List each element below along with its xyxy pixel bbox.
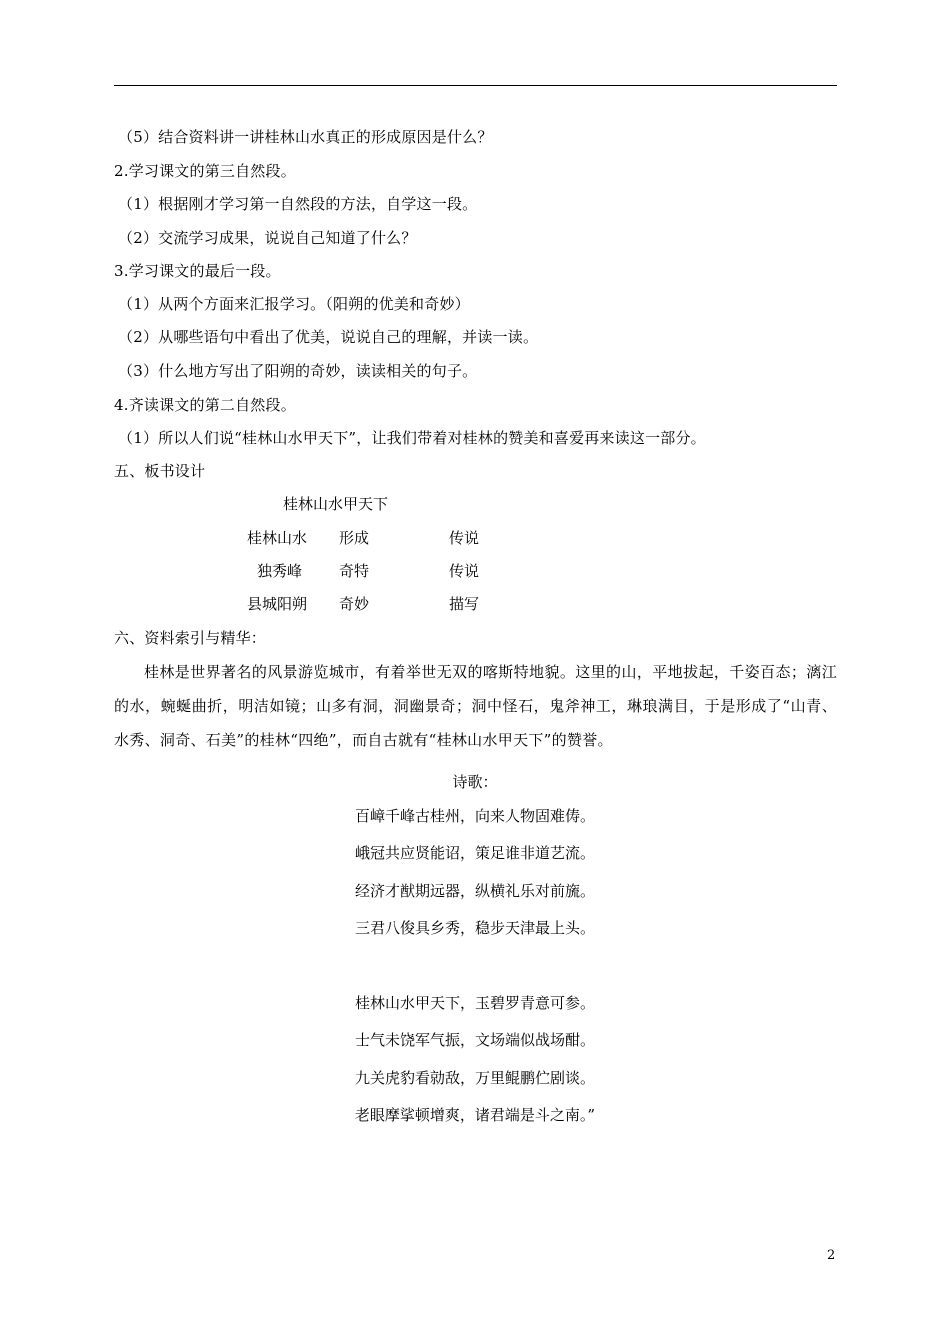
step-3-item-3: （3）什么地方写出了阳朔的奇妙，读读相关的句子。 xyxy=(118,362,478,380)
board-cell: 奇妙 xyxy=(339,595,370,613)
step-2-item-1: （1）根据刚才学习第一自然段的方法，自学这一段。 xyxy=(118,195,478,213)
poem-line: 士气未饶军气振，文场端似战场酣。 xyxy=(354,1031,595,1049)
board-cell: 奇特 xyxy=(339,562,370,580)
section-6-heading: 六、资料索引与精华： xyxy=(114,629,267,647)
poem-line: 峨冠共应贤能诏，策足谁非道艺流。 xyxy=(354,844,595,862)
question-5-line: （5）结合资料讲一讲桂林山水真正的形成原因是什么？ xyxy=(118,128,493,146)
step-2-heading: 2.学习课文的第三自然段。 xyxy=(114,162,296,180)
poem-line: 桂林山水甲天下，玉碧罗青意可参。 xyxy=(354,994,595,1012)
step-4-heading: 4.齐读课文的第二自然段。 xyxy=(114,396,296,414)
board-cell: 传说 xyxy=(449,562,480,580)
step-3-item-2: （2）从哪些语句中看出了优美，说说自己的理解，并读一读。 xyxy=(118,328,539,346)
board-cell: 独秀峰 xyxy=(257,562,303,580)
poem-line: 百嶂千峰古桂州，向来人物固难俦。 xyxy=(354,807,595,825)
step-3-item-1: （1）从两个方面来汇报学习。（阳朔的优美和奇妙） xyxy=(118,295,470,313)
page-number: 2 xyxy=(827,1248,836,1263)
header-rule xyxy=(114,85,837,86)
step-2-item-2: （2）交流学习成果，说说自己知道了什么？ xyxy=(118,229,417,247)
board-cell: 形成 xyxy=(339,529,370,547)
board-cell: 传说 xyxy=(449,529,480,547)
board-cell: 桂林山水 xyxy=(247,529,308,547)
poem-line: 九关虎豹看勍敌，万里鲲鹏伫剧谈。 xyxy=(354,1069,595,1087)
resource-paragraph: 桂林是世界著名的风景游览城市，有着举世无双的喀斯特地貌。这里的山，平地拔起，千姿百态；漓江的水，蜿蜒曲折，明洁如镜；山多有洞，洞幽景奇；洞中怪石，鬼斧神工，琳琅满目，于是形成了“山青、水秀、洞奇、石美”的桂林“四绝”，而自古就有“桂林山水甲天下”的赞誉。 xyxy=(114,663,837,749)
board-cell: 描写 xyxy=(449,595,480,613)
poem-line: 经济才猷期远器，纵横礼乐对前旒。 xyxy=(354,882,595,900)
section-5-heading: 五、板书设计 xyxy=(114,462,206,480)
step-3-heading: 3.学习课文的最后一段。 xyxy=(114,262,281,280)
step-4-item-1: （1）所以人们说“桂林山水甲天下”，让我们带着对桂林的赞美和喜爱再来读这一部分。 xyxy=(118,429,706,447)
board-cell: 县城阳朔 xyxy=(247,595,308,613)
poem-line: 老眼摩挲顿增爽，诸君端是斗之南。” xyxy=(354,1106,596,1124)
poem-heading: 诗歌： xyxy=(452,773,498,791)
board-title: 桂林山水甲天下 xyxy=(283,495,389,513)
poem-line: 三君八俊具乡秀，稳步天津最上头。 xyxy=(354,919,595,937)
